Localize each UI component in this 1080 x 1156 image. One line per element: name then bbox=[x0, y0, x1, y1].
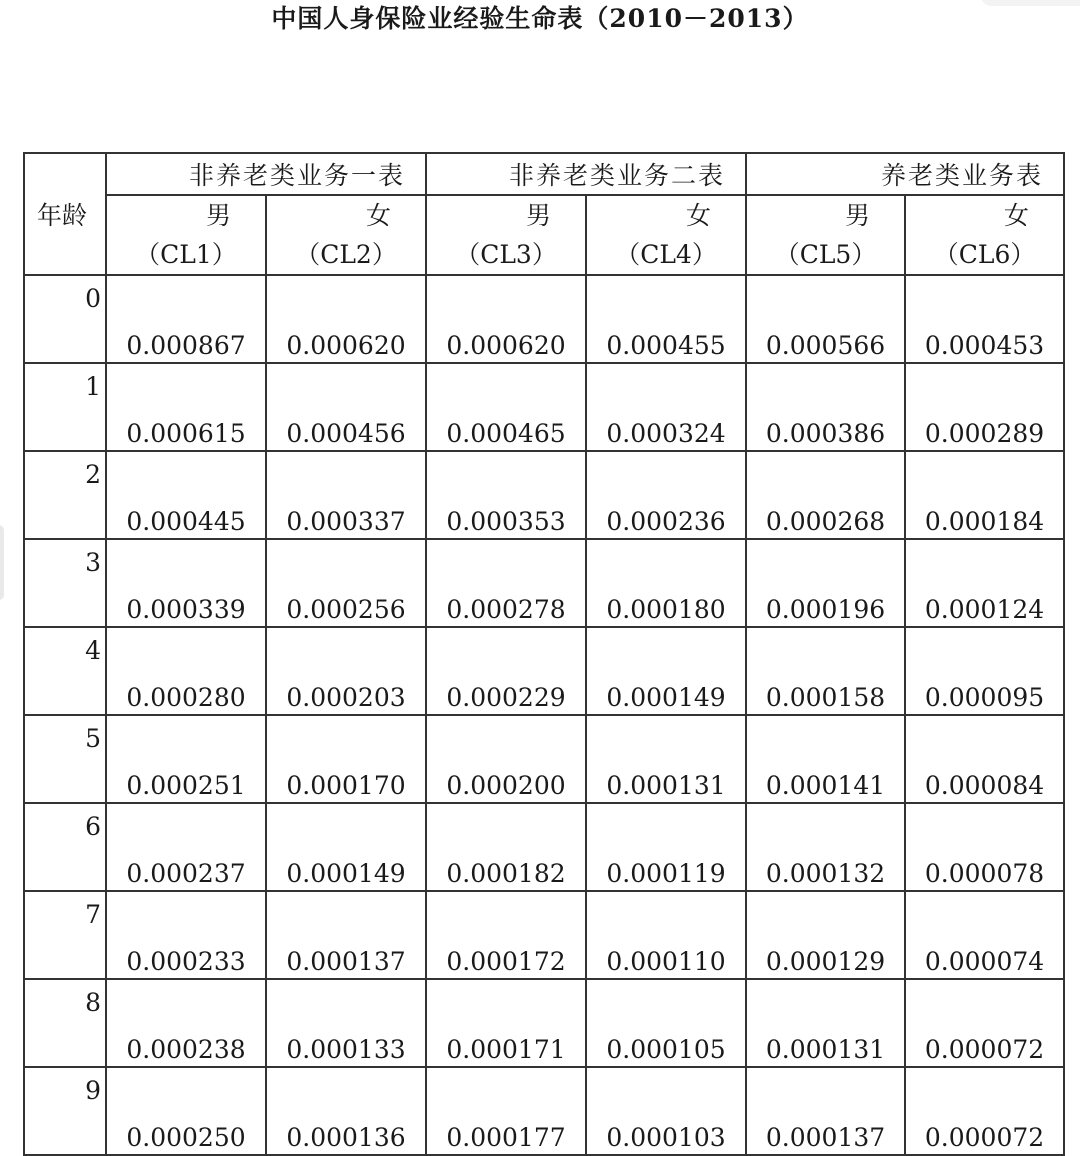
column-header-cl1 bbox=[106, 195, 266, 275]
table-row bbox=[24, 715, 1064, 803]
rate-cell-cl6: 0.000078 bbox=[905, 803, 1064, 891]
rate-cell-cl5: 0.000137 bbox=[746, 1067, 905, 1155]
rate-cell-cl1: 0.000238 bbox=[106, 979, 266, 1067]
rate-cell-cl5: 0.000158 bbox=[746, 627, 905, 715]
rate-cell-cl6: 0.000289 bbox=[905, 363, 1064, 451]
age-header: 年龄 bbox=[24, 153, 106, 275]
rate-cell-cl4: 0.000455 bbox=[586, 275, 746, 363]
rate-cell-cl2: 0.000620 bbox=[266, 275, 426, 363]
column-code: （CL4） bbox=[615, 240, 717, 269]
rate-cell-cl3: 0.000172 bbox=[426, 891, 586, 979]
rate-cell-cl1: 0.000339 bbox=[106, 539, 266, 627]
column-sex: 男 bbox=[205, 201, 231, 230]
table-row bbox=[24, 363, 1064, 451]
rate-cell-cl6: 0.000074 bbox=[905, 891, 1064, 979]
page-title: 中国人身保险业经验生命表（2010－2013） bbox=[271, 4, 809, 33]
age-cell: 3 bbox=[24, 539, 106, 627]
age-cell: 7 bbox=[24, 891, 106, 979]
rate-cell-cl3: 0.000171 bbox=[426, 979, 586, 1067]
rate-cell-cl3: 0.000229 bbox=[426, 627, 586, 715]
rate-cell-cl6: 0.000124 bbox=[905, 539, 1064, 627]
rate-cell-cl1: 0.000237 bbox=[106, 803, 266, 891]
rate-cell-cl5: 0.000566 bbox=[746, 275, 905, 363]
column-header-cl2 bbox=[266, 195, 426, 275]
column-sex: 男 bbox=[526, 201, 552, 230]
rate-cell-cl2: 0.000203 bbox=[266, 627, 426, 715]
column-code: （CL3） bbox=[455, 240, 557, 269]
table-row bbox=[24, 275, 1064, 363]
rate-cell-cl1: 0.000615 bbox=[106, 363, 266, 451]
age-cell: 6 bbox=[24, 803, 106, 891]
rate-cell-cl3: 0.000182 bbox=[426, 803, 586, 891]
rate-cell-cl2: 0.000137 bbox=[266, 891, 426, 979]
rate-cell-cl1: 0.000250 bbox=[106, 1067, 266, 1155]
column-header-row bbox=[24, 195, 1064, 275]
group-header-2: 非养老类业务二表 bbox=[426, 153, 746, 195]
life-table bbox=[23, 152, 1065, 1156]
rate-cell-cl1: 0.000280 bbox=[106, 627, 266, 715]
column-header-cl4 bbox=[586, 195, 746, 275]
rate-cell-cl1: 0.000445 bbox=[106, 451, 266, 539]
rate-cell-cl6: 0.000072 bbox=[905, 979, 1064, 1067]
rate-cell-cl6: 0.000072 bbox=[905, 1067, 1064, 1155]
rate-cell-cl4: 0.000110 bbox=[586, 891, 746, 979]
rate-cell-cl3: 0.000465 bbox=[426, 363, 586, 451]
table-row bbox=[24, 891, 1064, 979]
rate-cell-cl4: 0.000131 bbox=[586, 715, 746, 803]
column-code: （CL5） bbox=[774, 240, 877, 269]
age-cell: 5 bbox=[24, 715, 106, 803]
rate-cell-cl4: 0.000180 bbox=[586, 539, 746, 627]
rate-cell-cl5: 0.000268 bbox=[746, 451, 905, 539]
table-row bbox=[24, 979, 1064, 1067]
rate-cell-cl6: 0.000095 bbox=[905, 627, 1064, 715]
rate-cell-cl5: 0.000141 bbox=[746, 715, 905, 803]
rate-cell-cl5: 0.000132 bbox=[746, 803, 905, 891]
age-cell: 9 bbox=[24, 1067, 106, 1155]
rate-cell-cl4: 0.000236 bbox=[586, 451, 746, 539]
column-sex: 女 bbox=[686, 201, 712, 230]
table-row bbox=[24, 451, 1064, 539]
age-cell: 4 bbox=[24, 627, 106, 715]
rate-cell-cl4: 0.000149 bbox=[586, 627, 746, 715]
rate-cell-cl3: 0.000620 bbox=[426, 275, 586, 363]
age-cell: 8 bbox=[24, 979, 106, 1067]
table-row bbox=[24, 1067, 1064, 1155]
group-header-1: 非养老类业务一表 bbox=[106, 153, 426, 195]
column-header-cl5 bbox=[746, 195, 905, 275]
rate-cell-cl1: 0.000251 bbox=[106, 715, 266, 803]
rate-cell-cl3: 0.000177 bbox=[426, 1067, 586, 1155]
rate-cell-cl4: 0.000105 bbox=[586, 979, 746, 1067]
rate-cell-cl3: 0.000353 bbox=[426, 451, 586, 539]
edge-shadow bbox=[0, 525, 4, 600]
table-row bbox=[24, 803, 1064, 891]
rate-cell-cl4: 0.000324 bbox=[586, 363, 746, 451]
rate-cell-cl3: 0.000200 bbox=[426, 715, 586, 803]
group-header-3: 养老类业务表 bbox=[746, 153, 1064, 195]
column-header-cl3 bbox=[426, 195, 586, 275]
age-cell: 1 bbox=[24, 363, 106, 451]
rate-cell-cl4: 0.000103 bbox=[586, 1067, 746, 1155]
rate-cell-cl2: 0.000133 bbox=[266, 979, 426, 1067]
rate-cell-cl3: 0.000278 bbox=[426, 539, 586, 627]
column-code: （CL6） bbox=[933, 240, 1036, 269]
rate-cell-cl5: 0.000131 bbox=[746, 979, 905, 1067]
age-cell: 0 bbox=[24, 275, 106, 363]
rate-cell-cl2: 0.000456 bbox=[266, 363, 426, 451]
rate-cell-cl5: 0.000386 bbox=[746, 363, 905, 451]
rate-cell-cl2: 0.000149 bbox=[266, 803, 426, 891]
column-header-cl6 bbox=[905, 195, 1064, 275]
rate-cell-cl2: 0.000337 bbox=[266, 451, 426, 539]
rate-cell-cl2: 0.000170 bbox=[266, 715, 426, 803]
rate-cell-cl2: 0.000136 bbox=[266, 1067, 426, 1155]
group-header-row bbox=[24, 153, 1064, 195]
rate-cell-cl6: 0.000084 bbox=[905, 715, 1064, 803]
rate-cell-cl5: 0.000129 bbox=[746, 891, 905, 979]
column-sex: 女 bbox=[1004, 201, 1030, 230]
rate-cell-cl6: 0.000453 bbox=[905, 275, 1064, 363]
age-cell: 2 bbox=[24, 451, 106, 539]
table-row bbox=[24, 627, 1064, 715]
rate-cell-cl2: 0.000256 bbox=[266, 539, 426, 627]
column-sex: 男 bbox=[845, 201, 871, 230]
rate-cell-cl4: 0.000119 bbox=[586, 803, 746, 891]
column-code: （CL1） bbox=[135, 240, 237, 269]
rate-cell-cl6: 0.000184 bbox=[905, 451, 1064, 539]
rate-cell-cl1: 0.000867 bbox=[106, 275, 266, 363]
rate-cell-cl1: 0.000233 bbox=[106, 891, 266, 979]
table-row bbox=[24, 539, 1064, 627]
rate-cell-cl5: 0.000196 bbox=[746, 539, 905, 627]
column-sex: 女 bbox=[366, 201, 392, 230]
column-code: （CL2） bbox=[295, 240, 397, 269]
